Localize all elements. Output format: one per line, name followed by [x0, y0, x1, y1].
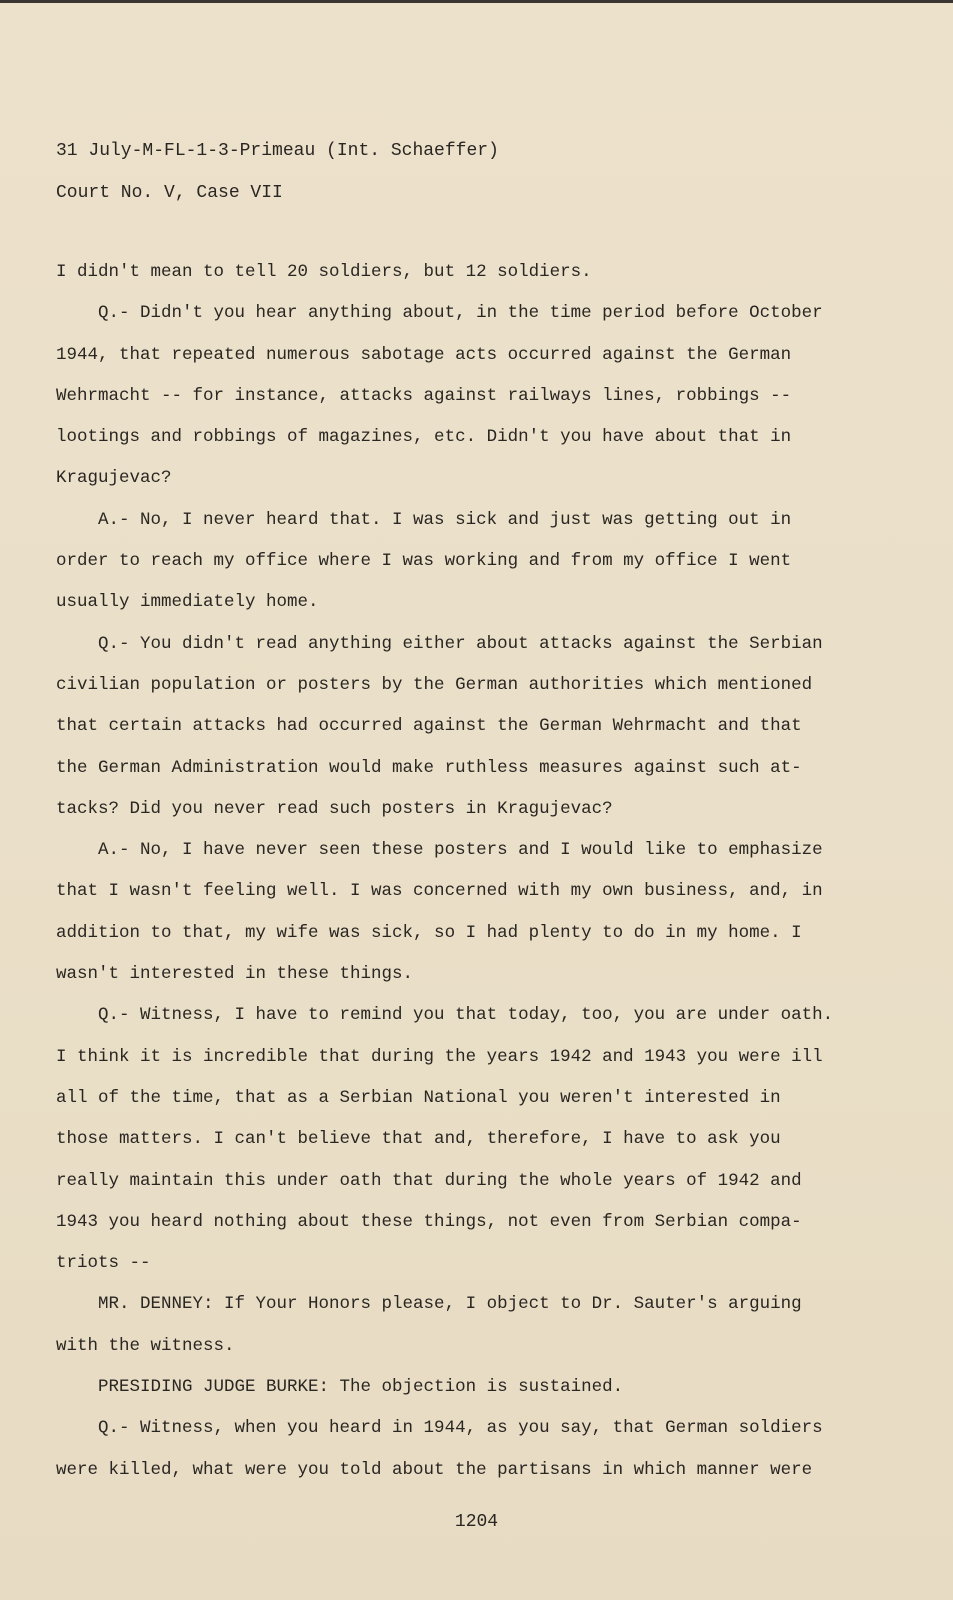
text-line: PRESIDING JUDGE BURKE: The objection is sustained. — [56, 1377, 624, 1398]
text-line: those matters. I can't believe that and, therefore, I have to ask you — [56, 1129, 781, 1150]
transcript-reference: 31 July-M-FL-1-3-Primeau (Int. Schaeffer) — [56, 141, 499, 161]
text-line: I think it is incredible that during the years 1942 and 1943 you were ill — [56, 1046, 823, 1067]
text-line: all of the time, that as a Serbian National you weren't interested in — [56, 1087, 781, 1108]
text-line: Wehrmacht -- for instance, attacks against railways lines, robbings -- — [56, 385, 792, 406]
text-line: that I wasn't feeling well. I was concerned with my own business, and, in — [56, 881, 823, 902]
text-line: Kragujevac? — [56, 468, 172, 489]
text-line: lootings and robbings of magazines, etc. Didn't you have about that in — [56, 427, 792, 448]
text-line: order to reach my office where I was working and from my office I went — [56, 551, 792, 572]
text-line: were killed, what were you told about the partisans in which manner were — [56, 1459, 813, 1480]
text-line: that certain attacks had occurred against the German Wehrmacht and that — [56, 716, 802, 737]
text-line: triots -- — [56, 1253, 151, 1274]
text-line: Q.- Didn't you hear anything about, in the time period before October — [56, 303, 823, 324]
text-line: MR. DENNEY: If Your Honors please, I object to Dr. Sauter's arguing — [56, 1294, 802, 1315]
text-line: 1943 you heard nothing about these things, not even from Serbian compa- — [56, 1211, 802, 1232]
text-line: A.- No, I never heard that. I was sick and just was getting out in — [56, 509, 792, 530]
text-line: Q.- You didn't read anything either about attacks against the Serbian — [56, 633, 823, 654]
text-line: I didn't mean to tell 20 soldiers, but 12 soldiers. — [56, 262, 592, 282]
text-line: Q.- Witness, I have to remind you that today, too, you are under oath. — [56, 1005, 834, 1026]
text-line: addition to that, my wife was sick, so I had plenty to do in my home. I — [56, 922, 802, 943]
text-line: usually immediately home. — [56, 592, 319, 613]
court-case: Court No. V, Case VII — [56, 183, 283, 203]
text-line: tacks? Did you never read such posters in Kragujevac? — [56, 798, 613, 819]
page-top-edge — [0, 0, 953, 3]
page-number: 1204 — [454, 1512, 499, 1532]
text-line: civilian population or posters by the German authorities which mentioned — [56, 674, 813, 695]
document-header — [56, 130, 499, 214]
transcript-body — [56, 252, 836, 1491]
text-line: Q.- Witness, when you heard in 1944, as you say, that German soldiers — [56, 1418, 823, 1439]
text-line: wasn't interested in these things. — [56, 964, 414, 985]
text-line: really maintain this under oath that during the whole years of 1942 and — [56, 1170, 802, 1191]
text-line: the German Administration would make ruthless measures against such at- — [56, 757, 802, 778]
text-line: A.- No, I have never seen these posters and I would like to emphasize — [56, 840, 823, 861]
text-line: with the witness. — [56, 1335, 235, 1356]
text-line: 1944, that repeated numerous sabotage acts occurred against the German — [56, 344, 792, 365]
